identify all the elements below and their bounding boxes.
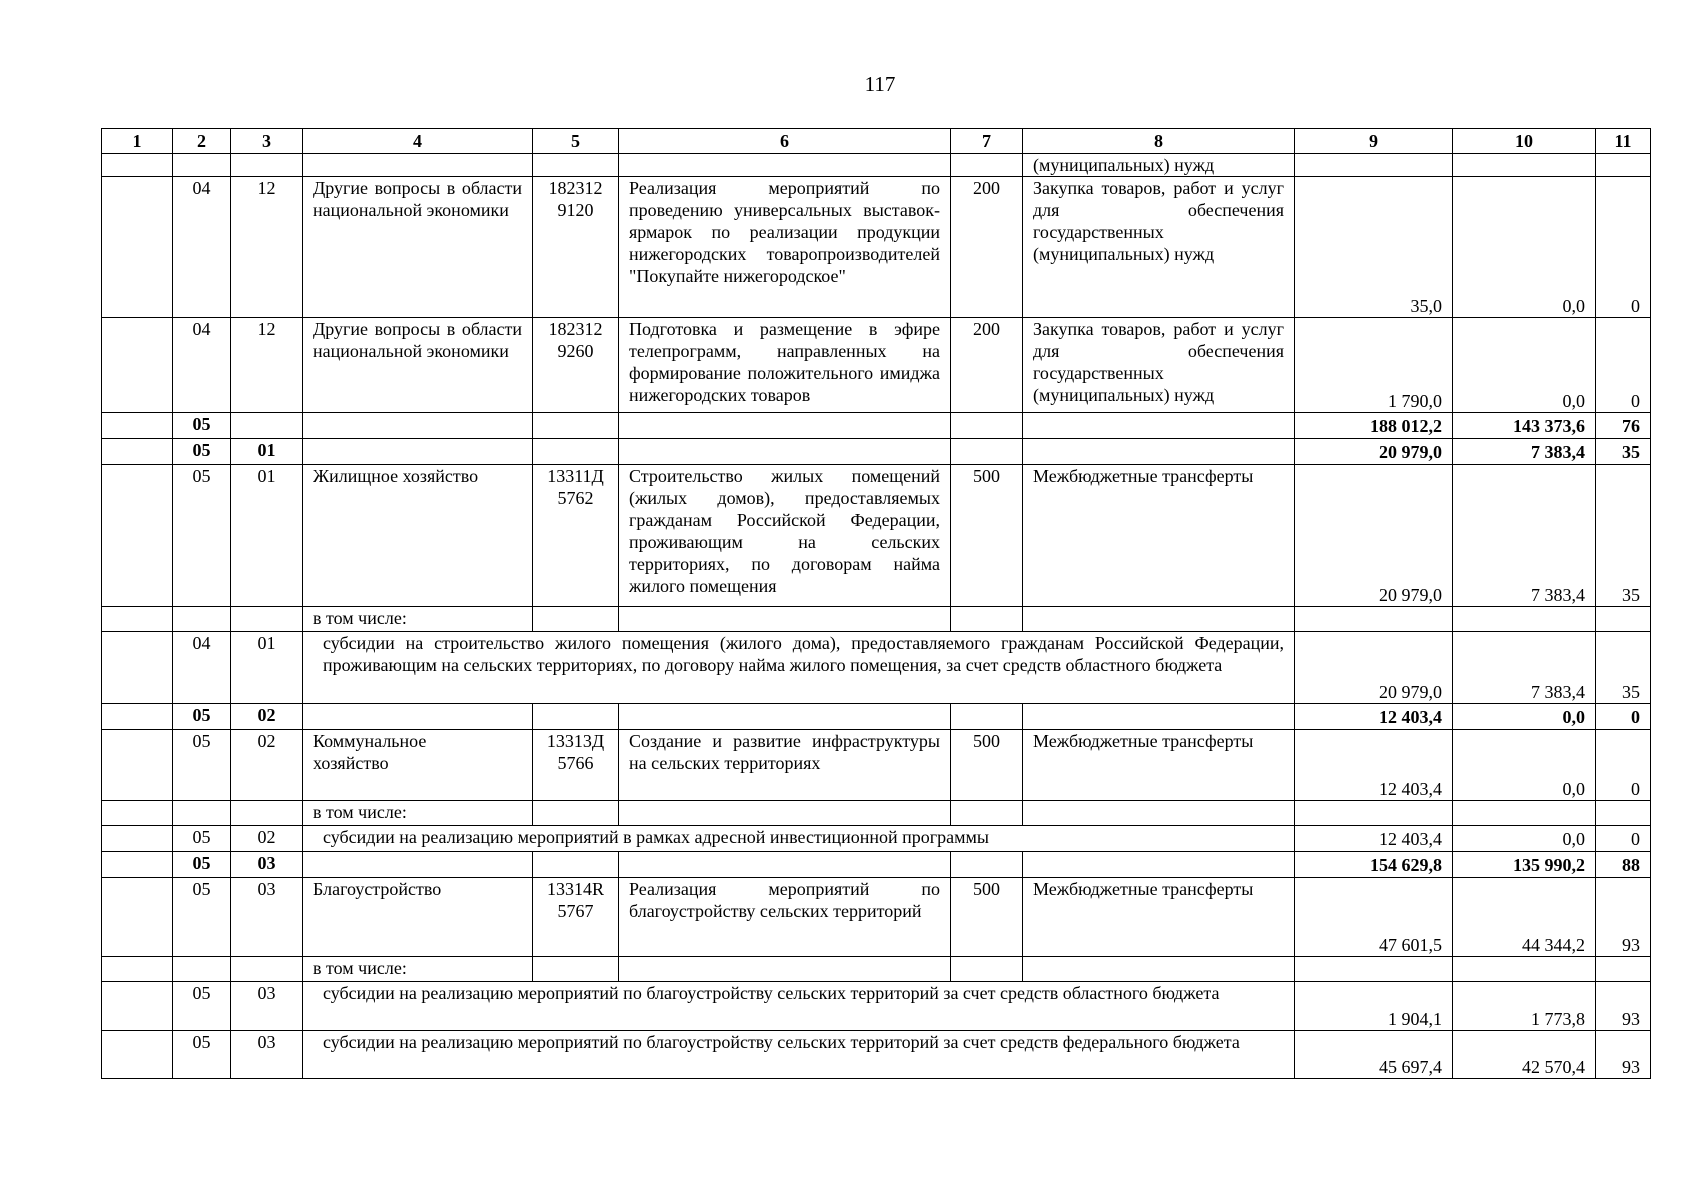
cell-plan: 12 403,4 [1295, 826, 1453, 852]
cell-actual: 7 383,4 [1453, 632, 1596, 704]
cell-section: 04 [173, 318, 231, 413]
cell-percent: 0 [1596, 704, 1651, 730]
budget-table [101, 128, 1651, 1079]
table-row-subsidy [102, 1031, 1651, 1079]
cell-description: Строительство жилых помещений (жилых домов), предоставляемых гражданам Российской Федерации, проживающим на сельских территориях, по договорам найма жилого помещения [619, 465, 951, 607]
cell-name: Другие вопросы в области национальной экономики [303, 318, 533, 413]
cell-subsection: 03 [231, 878, 303, 957]
table-row [102, 177, 1651, 318]
cell-purpose: Закупка товаров, работ и услуг для обеспечения государственных (муниципальных) нужд [1023, 177, 1295, 318]
cell-section: 05 [173, 704, 231, 730]
cell-section: 05 [173, 465, 231, 607]
cell-percent: 0 [1596, 318, 1651, 413]
cell-description: Реализация мероприятий по проведению универсальных выставок-ярмарок по реализации продукции нижегородских товаропроизводителей "Покупайте нижегородское" [619, 177, 951, 318]
header-row [102, 129, 1651, 154]
cell-subsection: 01 [231, 632, 303, 704]
table-row [102, 878, 1651, 957]
cell-percent: 0 [1596, 730, 1651, 801]
cell-name: Другие вопросы в области национальной экономики [303, 177, 533, 318]
table-row [102, 465, 1651, 607]
cell-section: 05 [173, 413, 231, 439]
cell-percent: 35 [1596, 632, 1651, 704]
table-row-subsidy [102, 982, 1651, 1031]
cell-subsection: 02 [231, 704, 303, 730]
cell-description: Создание и развитие инфраструктуры на сельских территориях [619, 730, 951, 801]
cell-expense-type: 500 [951, 730, 1023, 801]
cell-percent: 76 [1596, 413, 1651, 439]
cell-section: 05 [173, 439, 231, 465]
cell-section: 05 [173, 1031, 231, 1079]
cell-actual: 0,0 [1453, 318, 1596, 413]
cell-percent: 93 [1596, 878, 1651, 957]
cell-actual: 44 344,2 [1453, 878, 1596, 957]
cell-plan: 45 697,4 [1295, 1031, 1453, 1079]
table-row-subtotal [102, 413, 1651, 439]
cell-actual: 143 373,6 [1453, 413, 1596, 439]
cell-actual: 7 383,4 [1453, 439, 1596, 465]
cell-percent: 93 [1596, 982, 1651, 1031]
table-row-including [102, 801, 1651, 826]
cell-purpose: (муниципальных) нужд [1023, 154, 1295, 177]
cell-actual: 0,0 [1453, 704, 1596, 730]
cell-target-code: 13314R 5767 [533, 878, 619, 957]
cell-actual: 135 990,2 [1453, 852, 1596, 878]
cell-plan: 20 979,0 [1295, 632, 1453, 704]
cell-percent: 0 [1596, 826, 1651, 852]
table-row-subtotal [102, 704, 1651, 730]
cell-purpose: Закупка товаров, работ и услуг для обеспечения государственных (муниципальных) нужд [1023, 318, 1295, 413]
cell-section: 05 [173, 878, 231, 957]
cell-section: 05 [173, 730, 231, 801]
cell-target-code: 182312 9260 [533, 318, 619, 413]
cell-plan: 35,0 [1295, 177, 1453, 318]
table-row-including [102, 957, 1651, 982]
cell-name: в том числе: [303, 957, 533, 982]
cell-expense-type: 500 [951, 878, 1023, 957]
cell-section: 05 [173, 982, 231, 1031]
cell-subsidy-text: субсидии на строительство жилого помещения (жилого дома), предоставляемого гражданам Российской Федерации, проживающим на сельских территориях, по договору найма жилого помещения, за счет средств областного бюджета [303, 632, 1295, 704]
cell-subsidy-text: субсидии на реализацию мероприятий по благоустройству сельских территорий за счет средств федерального бюджета [303, 1031, 1295, 1079]
cell-percent: 35 [1596, 439, 1651, 465]
header-cell: 4 [303, 129, 533, 154]
cell-target-code: 13311Д 5762 [533, 465, 619, 607]
cell-target-code: 13313Д 5766 [533, 730, 619, 801]
cell-actual: 0,0 [1453, 826, 1596, 852]
cell-percent: 0 [1596, 177, 1651, 318]
cell-subsection: 03 [231, 1031, 303, 1079]
cell-percent: 93 [1596, 1031, 1651, 1079]
cell-subsection: 12 [231, 318, 303, 413]
cell-purpose: Межбюджетные трансферты [1023, 878, 1295, 957]
cell-section: 04 [173, 632, 231, 704]
table-row-subtotal [102, 852, 1651, 878]
cell-plan: 1 904,1 [1295, 982, 1453, 1031]
table-row-including [102, 607, 1651, 632]
cell-subsection: 01 [231, 439, 303, 465]
cell-section: 04 [173, 177, 231, 318]
table-row [102, 318, 1651, 413]
header-cell: 2 [173, 129, 231, 154]
cell-plan: 12 403,4 [1295, 704, 1453, 730]
cell-subsection: 02 [231, 826, 303, 852]
cell-name: Благоустройство [303, 878, 533, 957]
header-cell: 6 [619, 129, 951, 154]
cell-name: Коммунальное хозяйство [303, 730, 533, 801]
cell-subsection: 01 [231, 465, 303, 607]
page-number: 117 [864, 72, 896, 96]
cell-actual: 42 570,4 [1453, 1031, 1596, 1079]
cell-actual: 7 383,4 [1453, 465, 1596, 607]
cell-purpose: Межбюджетные трансферты [1023, 465, 1295, 607]
header-cell: 5 [533, 129, 619, 154]
cell-description: Реализация мероприятий по благоустройству сельских территорий [619, 878, 951, 957]
cell-subsection: 12 [231, 177, 303, 318]
table-row-subtotal [102, 439, 1651, 465]
header-cell: 10 [1453, 129, 1596, 154]
cell-actual: 0,0 [1453, 730, 1596, 801]
cell-purpose: Межбюджетные трансферты [1023, 730, 1295, 801]
cell-expense-type: 200 [951, 177, 1023, 318]
cell-plan: 47 601,5 [1295, 878, 1453, 957]
cell-subsidy-text: субсидии на реализацию мероприятий в рамках адресной инвестиционной программы [303, 826, 1295, 852]
cell-section: 05 [173, 826, 231, 852]
cell-description: Подготовка и размещение в эфире телепрограмм, направленных на формирование положительного имиджа нижегородских товаров [619, 318, 951, 413]
cell-name: Жилищное хозяйство [303, 465, 533, 607]
cell-section: 05 [173, 852, 231, 878]
cell-actual: 1 773,8 [1453, 982, 1596, 1031]
cell-percent: 88 [1596, 852, 1651, 878]
header-cell: 11 [1596, 129, 1651, 154]
cell-expense-type: 500 [951, 465, 1023, 607]
cell-name: в том числе: [303, 607, 533, 632]
cell-subsection: 03 [231, 852, 303, 878]
cell-expense-type: 200 [951, 318, 1023, 413]
cell-plan: 154 629,8 [1295, 852, 1453, 878]
cell-plan: 188 012,2 [1295, 413, 1453, 439]
header-cell: 7 [951, 129, 1023, 154]
cell-plan: 1 790,0 [1295, 318, 1453, 413]
cell-subsection: 02 [231, 730, 303, 801]
cell-actual: 0,0 [1453, 177, 1596, 318]
table-row-subsidy [102, 632, 1651, 704]
table-row [102, 730, 1651, 801]
table-row-subsidy [102, 826, 1651, 852]
cell-name: в том числе: [303, 801, 533, 826]
cell-subsection: 03 [231, 982, 303, 1031]
header-cell: 3 [231, 129, 303, 154]
header-cell: 1 [102, 129, 173, 154]
cell-plan: 20 979,0 [1295, 465, 1453, 607]
cell-percent: 35 [1596, 465, 1651, 607]
cell-plan: 12 403,4 [1295, 730, 1453, 801]
header-cell: 8 [1023, 129, 1295, 154]
cell-plan: 20 979,0 [1295, 439, 1453, 465]
cell-subsidy-text: субсидии на реализацию мероприятий по благоустройству сельских территорий за счет средств областного бюджета [303, 982, 1295, 1031]
cell-target-code: 182312 9120 [533, 177, 619, 318]
header-cell: 9 [1295, 129, 1453, 154]
table-row-carryover [102, 154, 1651, 177]
